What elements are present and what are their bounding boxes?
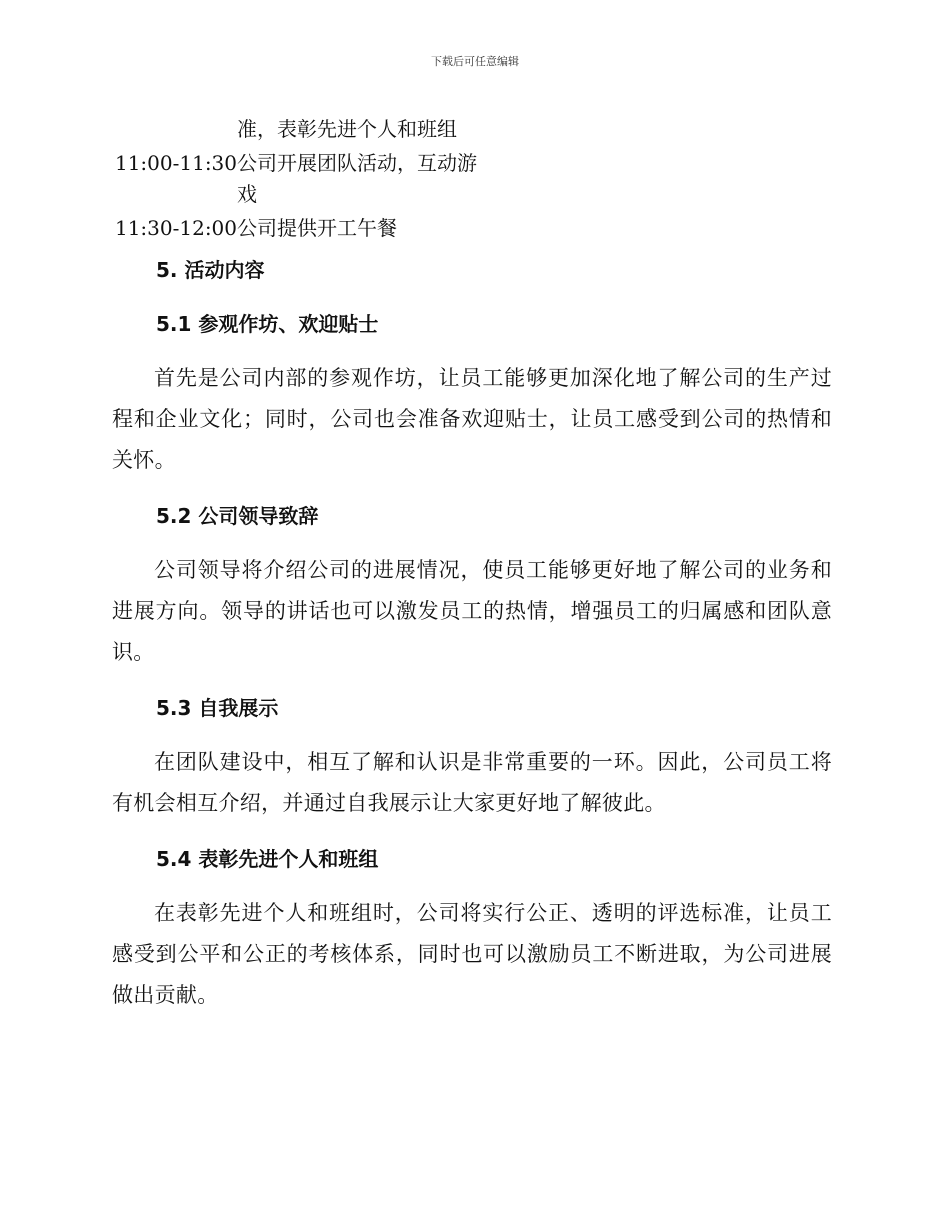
schedule-event: 公司提供开工午餐 bbox=[237, 216, 397, 240]
section-heading-5-4: 5.4 表彰先进个人和班组 bbox=[156, 847, 379, 871]
section-paragraph-5-1: 首先是公司内部的参观作坊，让员工能够更加深化地了解公司的生产过程和企业文化；同时，公司也会准备欢迎贴士，让员工感受到公司的热情和关怀。 bbox=[112, 366, 832, 472]
schedule-table bbox=[112, 114, 532, 247]
schedule-row bbox=[112, 213, 532, 244]
document-body bbox=[112, 250, 832, 1031]
section-paragraph-5-4: 在表彰先进个人和班组时，公司将实行公正、透明的评选标准，让员工感受到公平和公正的考核体系，同时也可以激励员工不断进取，为公司进展做出贡献。 bbox=[112, 901, 832, 1007]
schedule-event: 准，表彰先进个人和班组 bbox=[237, 117, 457, 141]
section-heading-activity-content: 5. 活动内容 bbox=[156, 258, 265, 282]
schedule-time: 11:00-11:30 bbox=[114, 151, 237, 175]
section-heading-5-3: 5.3 自我展示 bbox=[156, 696, 279, 720]
section-paragraph-5-3: 在团队建设中，相互了解和认识是非常重要的一环。因此，公司员工将有机会相互介绍，并通过自我展示让大家更好地了解彼此。 bbox=[112, 750, 832, 815]
schedule-row bbox=[112, 114, 532, 145]
page-header: 下载后可任意编辑 bbox=[431, 55, 519, 68]
section-paragraph-5-2: 公司领导将介绍公司的进展情况，使员工能够更好地了解公司的业务和进展方向。领导的讲话也可以激发员工的热情，增强员工的归属感和团队意识。 bbox=[112, 558, 832, 664]
section-heading-5-2: 5.2 公司领导致辞 bbox=[156, 504, 319, 528]
schedule-row bbox=[112, 148, 532, 210]
schedule-time: 11:30-12:00 bbox=[114, 216, 237, 240]
section-heading-5-1: 5.1 参观作坊、欢迎贴士 bbox=[156, 312, 379, 336]
schedule-event: 公司开展团队活动，互动游戏 bbox=[237, 151, 477, 206]
